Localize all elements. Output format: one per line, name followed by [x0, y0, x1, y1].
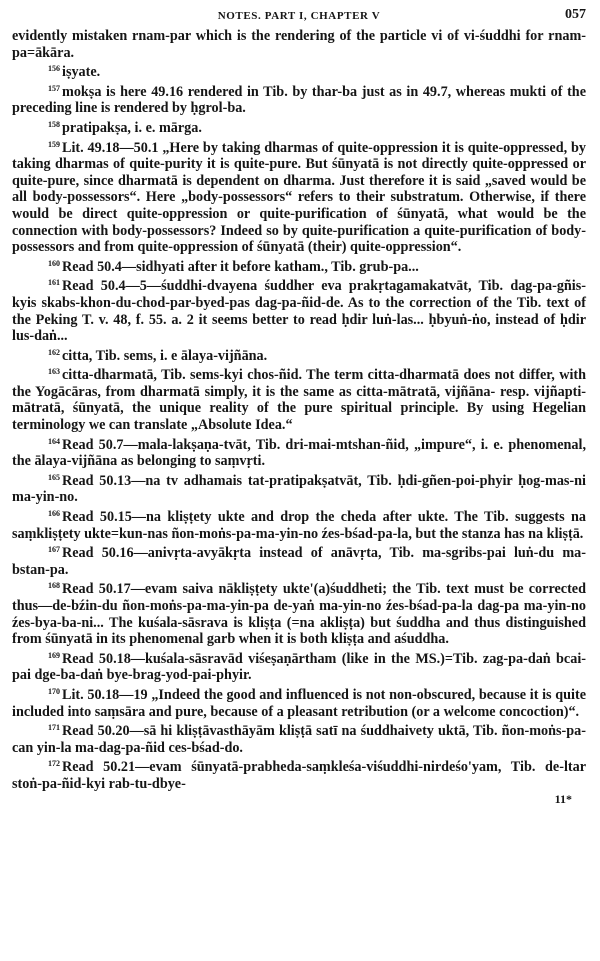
note-171	[12, 720, 586, 756]
note-text: Read 50.15—na kliṣṭety ukte and drop the cheda after ukte. The Tib. suggests na saṃkliṣṭety ukte=kun-nas ñon-moṅs-pa-ma-yin-no źes-bśad-pa-la, but the stanza has na kliṣṭā.	[12, 509, 586, 542]
note-text: Read 50.4—sidhyati after it before katham., Tib. grub-pa...	[62, 258, 419, 275]
page-number: 057	[565, 7, 586, 22]
note-number: 163	[48, 367, 60, 377]
running-head-title: NOTES. PART I, CHAPTER V	[217, 10, 381, 22]
note-156	[12, 61, 586, 81]
note-165	[12, 470, 586, 506]
note-text: citta, Tib. sems, i. e ālaya-vijñāna.	[62, 347, 268, 364]
note-169	[12, 648, 586, 684]
note-158	[12, 117, 586, 137]
note-number: 160	[48, 258, 60, 268]
note-number: 156	[48, 64, 60, 74]
note-text: Read 50.4—5—śuddhi-dvayena śuddher eva prakṛtagamakatvāt, Tib. dag-pa-gñis-kyis skabs-khon-du-chod-par-byed-pas dag-pa-ñid-de. As to the correction of the Tib. text of the Peking T. v. 48, f. 55. a. 2 it seems better to read ḥdir luṅ-las... ḥbyuṅ-ṅo, instead of ḥdir lus-daṅ...	[12, 278, 586, 345]
running-head	[12, 4, 586, 28]
note-number: 169	[48, 650, 60, 660]
note-number: 159	[48, 139, 60, 149]
note-number: 162	[48, 347, 60, 357]
note-text: evidently mistaken rnam-par which is the rendering of the particle vi of vi-śuddhi for rnam-pa=ākāra.	[12, 28, 586, 61]
note-number: 164	[48, 436, 60, 446]
note-text: Read 50.16—anivṛta-avyākṛta instead of anāvṛta, Tib. ma-sgribs-pai luṅ-du ma-bstan-pa.	[12, 545, 586, 578]
note-162	[12, 345, 586, 365]
note-157	[12, 81, 586, 117]
note-number: 167	[48, 545, 60, 555]
note-164	[12, 434, 586, 470]
sheet-signature: 11*	[554, 791, 572, 806]
note-text: Read 50.7—mala-lakṣaṇa-tvāt, Tib. dri-mai-mtshan-ñid, „impure“, i. e. phenomenal, the ālaya-vijñāna as belonging to saṃvṛti.	[12, 436, 586, 470]
note-170	[12, 684, 586, 720]
note-number: 171	[48, 723, 60, 733]
note-continuation	[12, 28, 586, 61]
note-text: Read 50.20—sā hi kliṣṭāvasthāyām kliṣṭā satī na śuddhaivety uktā, Tib. ñon-moṅs-pa-can yin-la ma-dag-pa-ñid ces-bśad-do.	[12, 723, 586, 756]
note-text: Read 50.21—evam śūnyatā-prabheda-saṃkleśa-viśuddhi-nirdeśo'yam, Tib. de-ltar stoṅ-pa-ñid-kyi rab-tu-dbye-	[12, 759, 586, 792]
note-text: Read 50.13—na tv adhamais tat-pratipakṣatvāt, Tib. ḥdi-gñen-poi-phyir ḥog-mas-ni ma-yin-no.	[12, 472, 586, 506]
note-number: 166	[48, 509, 60, 519]
note-number: 168	[48, 581, 60, 591]
note-number: 172	[48, 759, 60, 769]
note-text: Lit. 50.18—19 „Indeed the good and influenced is not non-obscured, because it is quite included into saṃsāra and pure, because of a pleasant retribution (or a welcome concoction)“.	[12, 686, 586, 720]
note-number: 158	[48, 119, 60, 129]
note-text: Lit. 49.18—50.1 „Here by taking dharmas of quite-oppression it is quite-oppressed, by taking dharmas of quite-purity it is quite-pure. But śūnyatā is not directly quite-oppressed or quite-pure, since dharmatā is dependent on dharma. Just therefore it is said „saved would be all body-possessors“. Here „body-possessors“ refers to their substratum. Otherwise, if there would be direct quite-oppression or quite-purification of śūnyatā, what would be the connection with body-possessors? Indeed so by quite-purification a quite-purification of body-possessors and from quite-oppression of śūnyatā (their) quite-oppression“.	[12, 139, 586, 256]
note-172	[12, 756, 586, 792]
note-number: 165	[48, 472, 60, 482]
note-number: 161	[48, 278, 60, 288]
note-text: Read 50.17—evam saiva nākliṣṭety ukte'(a)śuddheti; the Tib. text must be corrected thus—de-bźin-du ñon-moṅs-pa-ma-yin-pa de-yaṅ ma-yin-no źes-bśad-pa-la dag-pa ma-yin-no źes-bya-ba-ni... The kuśala-sāsrava is kliṣṭa (=na akliṣṭa) but śuddha and thus distinguished from śūnyatā in its phenomenal garb when it is both kliṣṭa and aśuddha.	[12, 581, 586, 648]
note-text: iṣyate.	[62, 64, 101, 81]
note-160	[12, 256, 586, 276]
note-text: citta-dharmatā, Tib. sems-kyi chos-ñid. The term citta-dharmatā does not differ, with the Yogācāras, from dharmatā simply, it is the same as citta-mātratā, vijñāna- resp. vijñapti-mātratā, śūnyatā, the unique reality of the pure spiritual principle. By using Hegelian terminology we can translate „Absolute Idea.“	[12, 367, 586, 434]
note-number: 170	[48, 686, 60, 696]
note-163	[12, 364, 586, 433]
note-number: 157	[48, 83, 60, 93]
note-166	[12, 506, 586, 542]
note-text: pratipakṣa, i. e. mārga.	[62, 119, 202, 136]
note-168	[12, 578, 586, 647]
note-161	[12, 275, 586, 344]
note-159	[12, 137, 586, 256]
notes-body	[12, 28, 586, 793]
note-167	[12, 542, 586, 578]
note-text: mokṣa is here 49.16 rendered in Tib. by thar-ba just as in 49.7, whereas mukti of the preceding line is rendered by ḥgrol-ba.	[12, 83, 586, 117]
note-text: Read 50.18—kuśala-sāsravād viśeṣaṇārtham (like in the MS.)=Tib. zag-pa-daṅ bcai-pai dge-ba-daṅ bye-brag-yod-pai-phyir.	[12, 650, 586, 684]
